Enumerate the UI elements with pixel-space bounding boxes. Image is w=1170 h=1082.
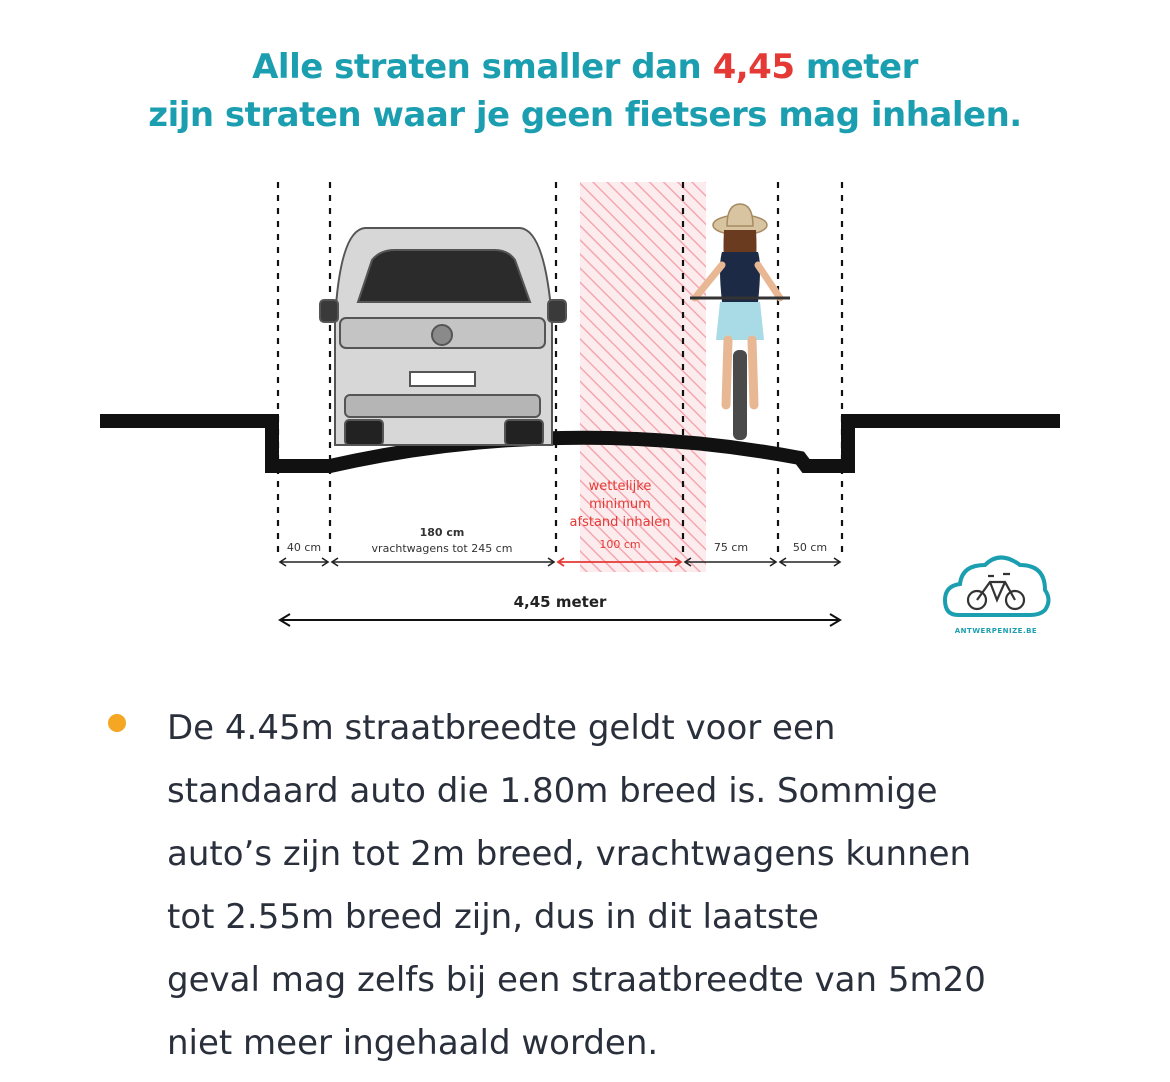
measure-curb-left: 40 cm	[286, 541, 322, 554]
headline-line-2: zijn straten waar je geen fietsers mag inhalen.	[148, 95, 1022, 135]
logo-text: ANTWERPENIZE.BE	[954, 627, 1038, 635]
paragraph-line: niet meer ingehaald worden.	[167, 1023, 659, 1063]
headline-line-1-post: meter	[794, 47, 918, 87]
paragraph-line: De 4.45m straatbreedte geldt voor een	[167, 708, 836, 748]
street-cross-section-diagram	[0, 170, 1170, 640]
zone-label-line-2: minimum	[589, 497, 651, 512]
measure-bike: 75 cm	[713, 541, 749, 554]
headline-highlight-width: 4,45	[712, 47, 795, 87]
measure-car-width: 180 cm	[419, 526, 465, 539]
cloud-icon	[945, 558, 1049, 616]
total-width-arrow	[280, 614, 840, 626]
zone-label-line-1: wettelijke	[588, 479, 652, 494]
zone-label-line-3: afstand inhalen	[569, 515, 671, 530]
headline-line-1-pre: Alle straten smaller dan	[252, 47, 713, 87]
measure-distance: 100 cm	[599, 538, 641, 551]
bicycle-icon	[968, 574, 1024, 609]
minimum-distance-zone	[580, 182, 706, 572]
paragraph-line: geval mag zelfs bij een straatbreedte van 5m20	[167, 960, 986, 1000]
measure-truck-note: vrachtwagens tot 245 cm	[371, 542, 513, 555]
total-width-label: 4,45 meter	[513, 593, 607, 611]
antwerpenize-logo	[945, 558, 1049, 636]
paragraph-line: standaard auto die 1.80m breed is. Sommige	[167, 771, 938, 811]
headline-line-1	[0, 47, 1170, 87]
bullet-paragraph	[167, 697, 1087, 1075]
car-rear-view	[320, 228, 566, 445]
bullet-dot-icon	[108, 714, 126, 732]
measure-curb-right: 50 cm	[792, 541, 828, 554]
paragraph-line: auto’s zijn tot 2m breed, vrachtwagens kunnen	[167, 834, 972, 874]
paragraph-line: tot 2.55m breed zijn, dus in dit laatste	[167, 897, 819, 937]
